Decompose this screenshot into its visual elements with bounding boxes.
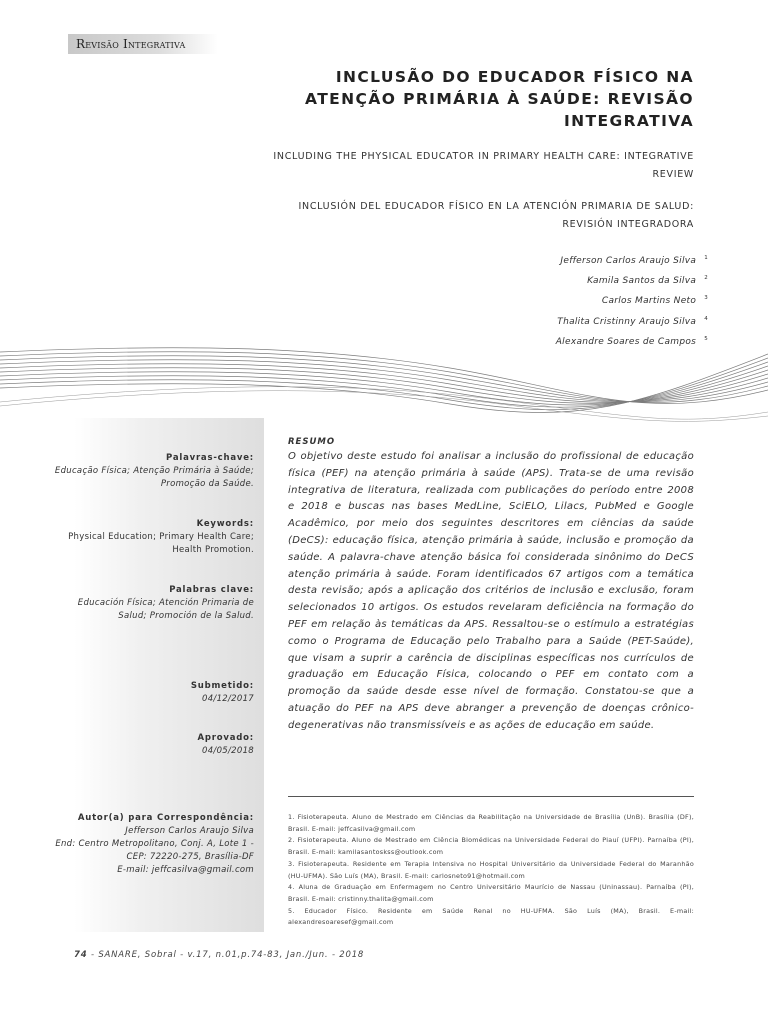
author-name: Thalita Cristinny Araujo Silva <box>557 316 697 327</box>
author-name: Alexandre Soares de Campos <box>555 336 697 347</box>
keywords-pt <box>54 452 254 491</box>
page-number: 74 <box>74 950 88 960</box>
correspondence-name: Jefferson Carlos Araujo Silva <box>125 826 254 836</box>
author-list <box>556 250 708 351</box>
author <box>556 270 708 290</box>
keywords-en-text: Physical Education; Primary Health Care; Health Promotion. <box>68 532 254 555</box>
approved-label: Aprovado: <box>197 733 254 743</box>
correspondence-address: End: Centro Metropolitano, Conj. A, Lote 1 - CEP: 72220-275, Brasília-DF <box>55 839 254 862</box>
footnote: 2. Fisioterapeuta. Aluno de Mestrado em Ciência Biomédicas na Universidade Federal do Piauí (UFPI). Parnaíba (PI), Brasil. E-mail: kamilasantoskss@outlook.com <box>288 836 694 857</box>
article-title-english: INCLUDING THE PHYSICAL EDUCATOR IN PRIMARY HEALTH CARE: INTEGRATIVE REVIEW <box>273 151 694 180</box>
correspondence-label: Autor(a) para Correspondência: <box>77 813 254 823</box>
journal-citation: SANARE, Sobral - v.17, n.01,p.74-83, Jan./Jun. - 2018 <box>98 950 365 960</box>
keywords-es <box>54 584 254 623</box>
submitted-date <box>54 680 254 706</box>
footer-separator: - <box>90 950 99 960</box>
abstract-heading: RESUMO <box>288 437 336 447</box>
footnotes <box>288 812 694 929</box>
author-mark: 3 <box>704 295 708 302</box>
keywords-pt-label: Palavras-chave: <box>166 453 254 463</box>
submitted-label: Submetido: <box>190 681 254 691</box>
submitted-value: 04/12/2017 <box>202 694 254 704</box>
approved-value: 04/05/2018 <box>202 746 254 756</box>
footnote: 5. Educador Físico. Residente em Saúde Renal no HU-UFMA. São Luís (MA), Brasil. E-mail: alexandresoaresef@gmail.com <box>288 906 694 927</box>
page-footer <box>74 950 364 960</box>
keywords-es-label: Palabras clave: <box>169 585 254 595</box>
article-title: INCLUSÃO DO EDUCADOR FÍSICO NA ATENÇÃO PRIMÁRIA À SAÚDE: REVISÃO INTEGRATIVA <box>305 68 694 130</box>
keywords-pt-text: Educação Física; Atenção Primária à Saúde; Promoção da Saúde. <box>54 466 254 489</box>
author-mark: 4 <box>704 315 708 322</box>
author-name: Carlos Martins Neto <box>601 296 697 307</box>
author <box>556 250 708 270</box>
article-title-spanish: INCLUSIÓN DEL EDUCADOR FÍSICO EN LA ATENCIÓN PRIMARIA DE SALUD: REVISIÓN INTEGRADORA <box>298 201 694 230</box>
section-tag: Revisão Integrativa <box>68 34 218 54</box>
author-mark: 2 <box>704 275 708 282</box>
keywords-es-text: Educación Física; Atención Primaria de Salud; Promoción de la Salud. <box>77 598 254 621</box>
abstract-text: O objetivo deste estudo foi analisar a inclusão do profissional de educação física (PEF) na atenção primária à saúde (APS). Trata-se de uma revisão integrativa de literatura, realizada com publicações do período entre 2008 e 2018 e buscas nas bases MedLine, SciELO, Lilacs, PubMed e Google Acadêmico, por meio dos seguintes descritores em ciências da saúde (DeCS): educação física, atenção primária à saúde, inclusão e promoção da saúde. A palavra-chave atenção básica foi considerada sinônimo do DeCS atenção primária à saúde. Foram identificados 67 artigos com a temática desta revisão; após a aplicação dos critérios de inclusão e exclusão, foram selecionados 10 artigos. Os estudos revelaram deficiência na formação do PEF em relação às temáticas da APS. Ressaltou-se o estímulo a estratégias como o Programa de Educação pelo Trabalho para a Saúde (PET-Saúde), que visam a suprir a carência de disciplinas específicas nos currículos de graduação em Educação Física, colocando o PEF em contato com a promoção da saúde desde esse nível de formação. Constatou-se que a atuação do PEF na APS deve abranger a prevenção de doenças crônico-degenerativas não transmissíveis e as ações de educação em saúde. <box>288 451 694 731</box>
author-mark: 5 <box>704 335 708 342</box>
author-mark: 1 <box>704 255 708 261</box>
decorative-wave-lines <box>0 342 768 426</box>
author-name: Jefferson Carlos Araujo Silva <box>560 256 697 266</box>
footnote: 1. Fisioterapeuta. Aluno de Mestrado em Ciências da Reabilitação na Universidade de Brasília (UnB). Brasília (DF), Brasil. E-mail: jeffcasilva@gmail.com <box>288 813 694 833</box>
correspondence-email: E-mail: jeffcasilva@gmail.com <box>117 865 254 875</box>
footnote-divider <box>288 796 694 797</box>
article-sidebar <box>54 418 264 932</box>
correspondence <box>54 812 254 877</box>
author <box>556 290 708 310</box>
footnote: 3. Fisioterapeuta. Residente em Terapia Intensiva no Hospital Universitário da Universidade Federal do Maranhão (HU-UFMA). São Luís (MA), Brasil. E-mail: carlosneto91@hotmail.com <box>288 859 694 880</box>
keywords-en <box>54 518 254 557</box>
author <box>556 311 708 331</box>
keywords-en-label: Keywords: <box>196 519 254 529</box>
abstract <box>288 436 694 735</box>
author-name: Kamila Santos da Silva <box>587 276 697 287</box>
footnote: 4. Aluna de Graduação em Enfermagem no Centro Universitário Maurício de Nassau (Uninassau). Parnaíba (PI), Brasil. E-mail: cristinny.thalita@gmail.com <box>288 883 694 903</box>
approved-date <box>54 732 254 758</box>
